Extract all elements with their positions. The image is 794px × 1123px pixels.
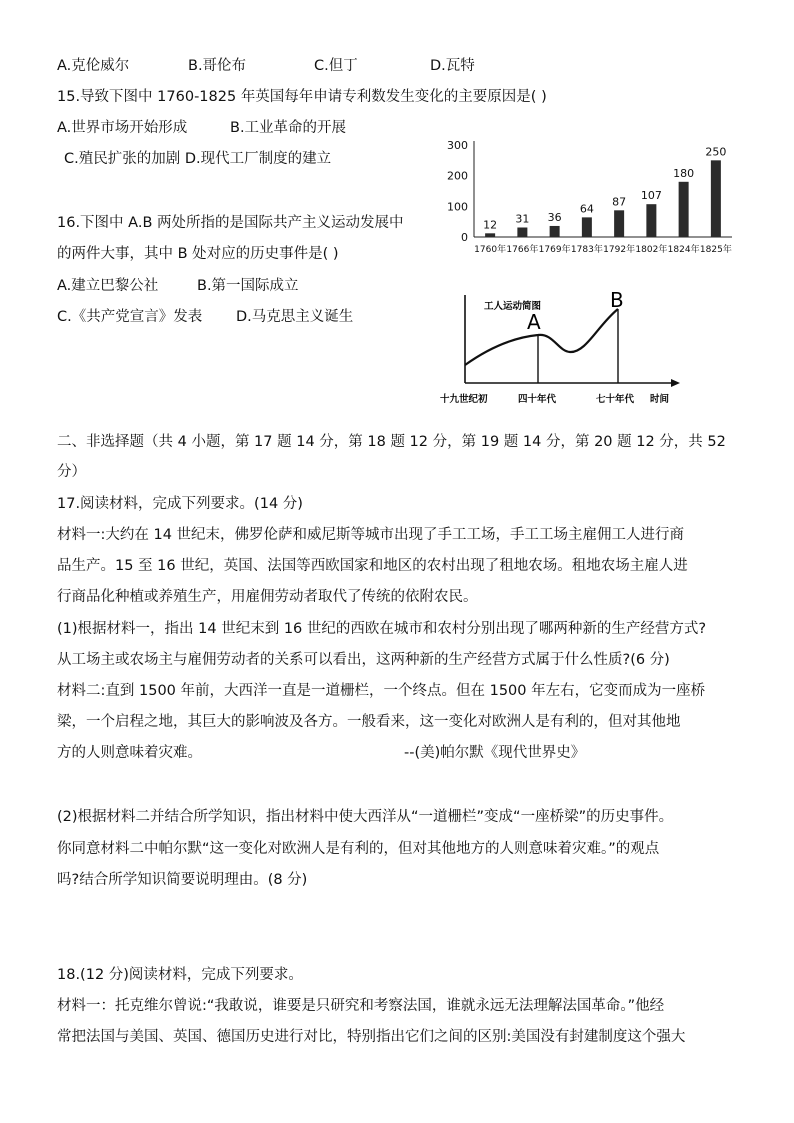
q14-option-a: A.克伦威尔 xyxy=(57,58,130,74)
q16-option-a: A.建立巴黎公社 xyxy=(57,278,159,294)
q17-question1-line2: 从工场主或农场主与雇佣劳动者的关系可以看出，这两种新的生产经营方式属于什么性质?(6 分) xyxy=(57,652,670,668)
q16-option-c: C.《共产党宣言》发表 xyxy=(57,309,203,325)
y-tick-label: 200 xyxy=(447,169,468,183)
patent-bar-chart xyxy=(440,130,740,265)
bar xyxy=(646,204,656,237)
bar xyxy=(614,210,624,237)
x-label-1840s: 四十年代 xyxy=(518,394,557,405)
x-label-start: 十九世纪初 xyxy=(440,394,488,405)
q17-material2-line1: 材料二:直到 1500 年前，大西洋一直是一道栅栏，一个终点。但在 1500 年左右，它变而成为一座桥 xyxy=(57,683,706,699)
label-a: A xyxy=(527,310,541,334)
label-b: B xyxy=(610,288,624,312)
x-tick-label: 1792年 xyxy=(603,245,636,255)
q14-option-b: B.哥伦布 xyxy=(188,58,247,74)
q17-question2-line2: 你同意材料二中帕尔默“这一变化对欧洲人是有利的，但对其他地方的人则意味着灾难。”的观点 xyxy=(57,841,660,857)
x-label-1870s: 七十年代 xyxy=(596,394,635,405)
q17-question2-line1: (2)根据材料二并结合所学知识，指出材料中使大西洋从“一道栅栏”变成“一座桥梁”的历史事件。 xyxy=(57,809,674,825)
q15-stem: 15.导致下图中 1760-1825 年英国每年申请专利数发生变化的主要原因是( ) xyxy=(57,89,547,105)
x-tick-label: 1766年 xyxy=(506,245,539,255)
data-label: 180 xyxy=(673,166,695,180)
q14-option-d: D.瓦特 xyxy=(430,58,475,74)
x-tick-label: 1825年 xyxy=(699,245,732,255)
section2-heading-line2: 分） xyxy=(57,464,86,480)
x-axis-arrow-icon xyxy=(671,379,680,387)
q17-question1-line1: (1)根据材料一，指出 14 世纪末到 16 世纪的西欧在城市和农村分别出现了哪两种新的生产经营方式? xyxy=(57,621,707,637)
q17-material2-line2: 梁，一个启程之地，其巨大的影响波及各方。一般看来，这一变化对欧洲人是有利的，但对其他地 xyxy=(57,714,681,730)
data-label: 12 xyxy=(483,218,498,232)
data-label: 250 xyxy=(705,145,727,159)
bar xyxy=(679,182,689,237)
q18-material1-line1: 材料一：托克维尔曾说:“我敢说，谁要是只研究和考察法国，谁就永远无法理解法国革命。”他经 xyxy=(57,998,665,1014)
x-tick-label: 1769年 xyxy=(538,245,571,255)
y-tick-label: 300 xyxy=(447,139,468,152)
q17-material1-line2: 品生产。15 至 16 世纪，英国、法国等西欧国家和地区的农村出现了租地农场。租地农场主雇人进 xyxy=(57,558,688,574)
data-label: 107 xyxy=(640,189,662,203)
bar xyxy=(582,217,592,237)
x-tick-label: 1783年 xyxy=(570,245,603,255)
x-tick-label: 1760年 xyxy=(474,245,507,255)
bar xyxy=(711,160,721,237)
q15-option-a: A.世界市场开始形成 xyxy=(57,120,188,136)
data-label: 36 xyxy=(547,210,562,224)
worker-movement-diagram xyxy=(438,285,683,410)
q17-material1-line1: 材料一:大约在 14 世纪末，佛罗伦萨和威尼斯等城市出现了手工工场，手工工场主雇佣工人进行商 xyxy=(57,527,685,543)
data-label: 87 xyxy=(612,195,627,209)
q17-title: 17.阅读材料，完成下列要求。(14 分) xyxy=(57,496,303,512)
q16-option-d: D.马克思主义诞生 xyxy=(236,309,354,325)
section2-heading-line1: 二、非选择题（共 4 小题，第 17 题 14 分，第 18 题 12 分，第 19 题 14 分，第 20 题 12 分，共 52 xyxy=(57,434,726,450)
q17-question2-line3: 吗?结合所学知识简要说明理由。(8 分) xyxy=(57,872,308,888)
q15-option-b: B.工业革命的开展 xyxy=(230,120,347,136)
q14-option-c: C.但丁 xyxy=(314,58,358,74)
y-tick-label: 100 xyxy=(447,200,468,214)
x-tick-label: 1824年 xyxy=(667,245,700,255)
movement-curve xyxy=(465,309,618,365)
q17-material2-source: --(美)帕尔默《现代世界史》 xyxy=(404,745,586,761)
x-label-time: 时间 xyxy=(650,394,670,405)
x-tick-label: 1802年 xyxy=(635,245,668,255)
diagram-title: 工人运动简图 xyxy=(484,301,542,312)
q18-title: 18.(12 分)阅读材料，完成下列要求。 xyxy=(57,967,303,983)
q16-stem-line2: 的两件大事，其中 B 处对应的历史事件是( ) xyxy=(57,246,339,262)
y-tick-label: 0 xyxy=(461,231,468,244)
bar xyxy=(550,226,560,237)
q18-material1-line2: 常把法国与美国、英国、德国历史进行对比，特别指出它们之间的区别:美国没有封建制度这个强大 xyxy=(57,1029,686,1045)
q17-material2-line3: 方的人则意味着灾难。 xyxy=(57,745,202,761)
q15-option-cd: C.殖民扩张的加剧 D.现代工厂制度的建立 xyxy=(64,151,332,167)
bar xyxy=(485,233,495,237)
data-label: 31 xyxy=(515,212,530,226)
bar xyxy=(517,227,527,237)
q16-option-b: B.第一国际成立 xyxy=(197,278,299,294)
q17-material1-line3: 行商品化种植或养殖生产，用雇佣劳动者取代了传统的依附农民。 xyxy=(57,589,478,605)
data-label: 64 xyxy=(579,202,594,216)
q16-stem-line1: 16.下图中 A.B 两处所指的是国际共产主义运动发展中 xyxy=(57,215,404,231)
